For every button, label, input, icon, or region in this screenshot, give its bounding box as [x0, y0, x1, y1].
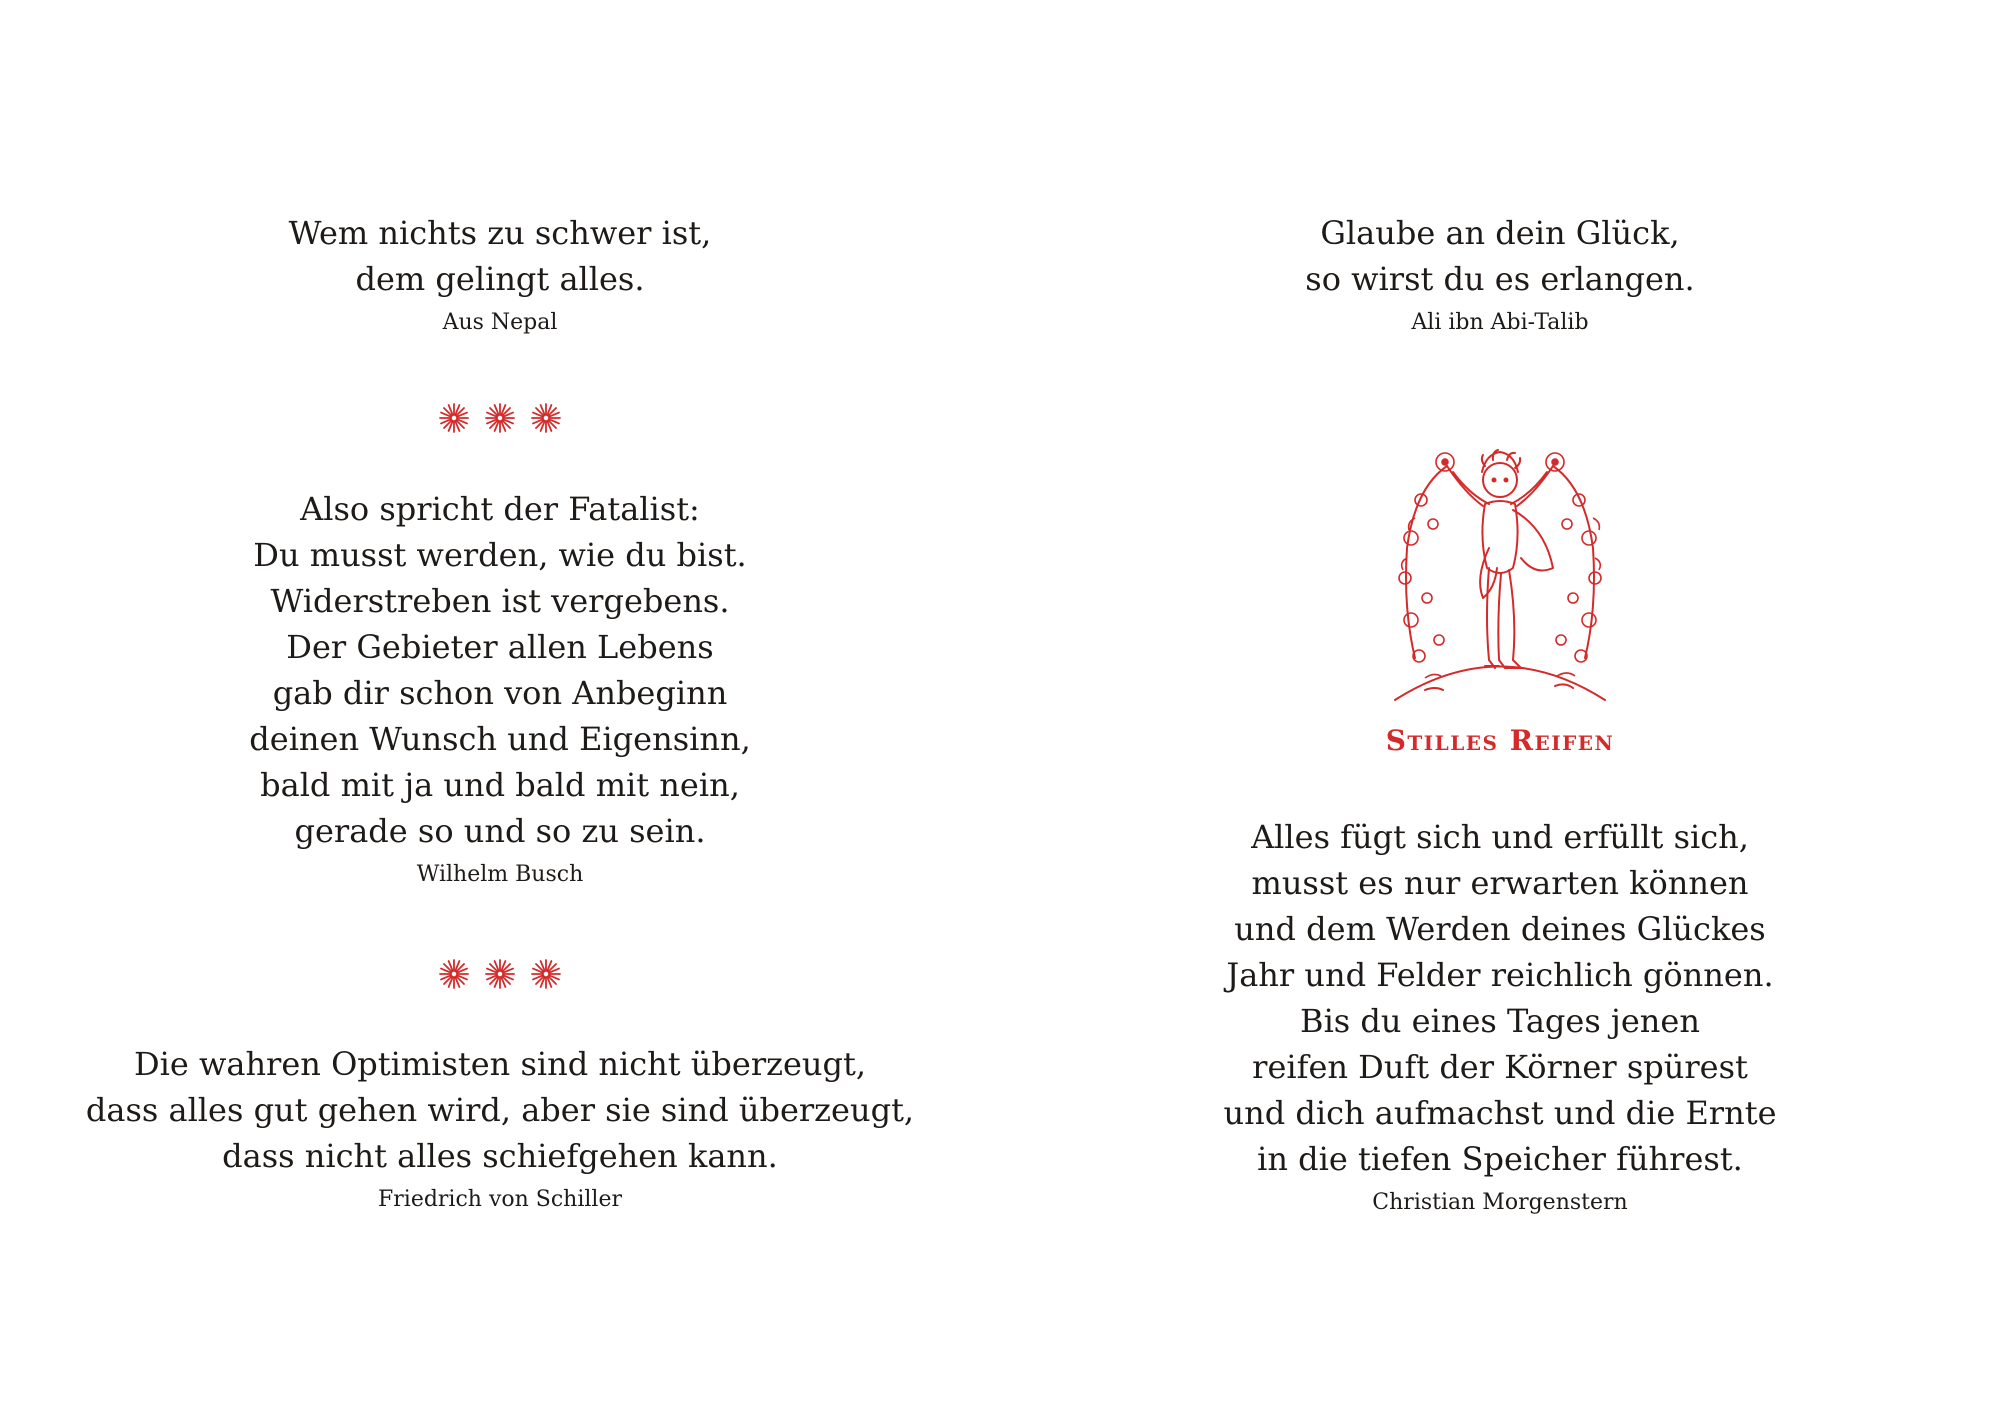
- quote-line: Glaube an dein Glück,: [1320, 214, 1680, 252]
- poem-line: bald mit ja und bald mit nein,: [260, 766, 740, 804]
- quote-ali: [1000, 210, 2000, 338]
- sunburst-icon: [484, 402, 516, 434]
- poem-morgenstern: [1000, 814, 2000, 1218]
- quote-line: dem gelingt alles.: [355, 260, 645, 298]
- quote-line: Wem nichts zu schwer ist,: [288, 214, 712, 252]
- quote-author: Wilhelm Busch: [416, 862, 584, 887]
- poem-line: gab dir schon von Anbeginn: [272, 674, 728, 712]
- poem-line: musst es nur erwarten können: [1251, 864, 1749, 902]
- quote-text: [1000, 210, 2000, 302]
- poem-line: und dich aufmachst und die Ernte: [1223, 1094, 1777, 1132]
- poem-line: und dem Werden deines Glückes: [1234, 910, 1766, 948]
- poem-line: gerade so und so zu sein.: [294, 812, 706, 850]
- poem-title: Stilles Reifen: [1385, 724, 1615, 757]
- quote-busch: [0, 486, 1000, 890]
- poem-line: Du musst werden, wie du bist.: [253, 536, 747, 574]
- poem-text: [1000, 814, 2000, 1182]
- quote-line: dass alles gut gehen wird, aber sie sind überzeugt,: [85, 1091, 915, 1129]
- ornament-divider: [0, 402, 1000, 434]
- poem-line: Also spricht der Fatalist:: [300, 490, 700, 528]
- quote-author: Friedrich von Schiller: [378, 1187, 622, 1212]
- poem-line: Jahr und Felder reichlich gönnen.: [1226, 956, 1774, 994]
- poem-line: deinen Wunsch und Eigensinn,: [249, 720, 751, 758]
- cherub-illustration: [1385, 428, 1615, 708]
- poem-line: Der Gebieter allen Lebens: [286, 628, 714, 666]
- ornament-divider: [0, 958, 1000, 990]
- quote-text: [0, 210, 1000, 302]
- quote-line: dass nicht alles schiefgehen kann.: [222, 1137, 778, 1175]
- quote-line: Die wahren Optimisten sind nicht überzeugt,: [133, 1045, 867, 1083]
- sunburst-icon: [484, 958, 516, 990]
- sunburst-icon: [438, 402, 470, 434]
- poem-line: Bis du eines Tages jenen: [1300, 1002, 1700, 1040]
- quote-line: so wirst du es erlangen.: [1305, 260, 1695, 298]
- sunburst-icon: [438, 958, 470, 990]
- sunburst-icon: [530, 958, 562, 990]
- poem-author: Christian Morgenstern: [1372, 1190, 1628, 1215]
- poem-line: Widerstreben ist vergebens.: [270, 582, 730, 620]
- quote-author: Ali ibn Abi-Talib: [1411, 310, 1589, 335]
- poem-line: in die tiefen Speicher führest.: [1257, 1140, 1743, 1178]
- sunburst-icon: [530, 402, 562, 434]
- quote-schiller: [0, 1041, 1000, 1215]
- right-page: [1000, 0, 2000, 1405]
- poem-line: Alles fügt sich und erfüllt sich,: [1251, 818, 1749, 856]
- quote-text: [0, 1041, 1000, 1179]
- quote-author: Aus Nepal: [442, 310, 558, 335]
- poem-text: [0, 486, 1000, 854]
- quote-nepal: [0, 210, 1000, 338]
- poem-line: reifen Duft der Körner spürest: [1252, 1048, 1748, 1086]
